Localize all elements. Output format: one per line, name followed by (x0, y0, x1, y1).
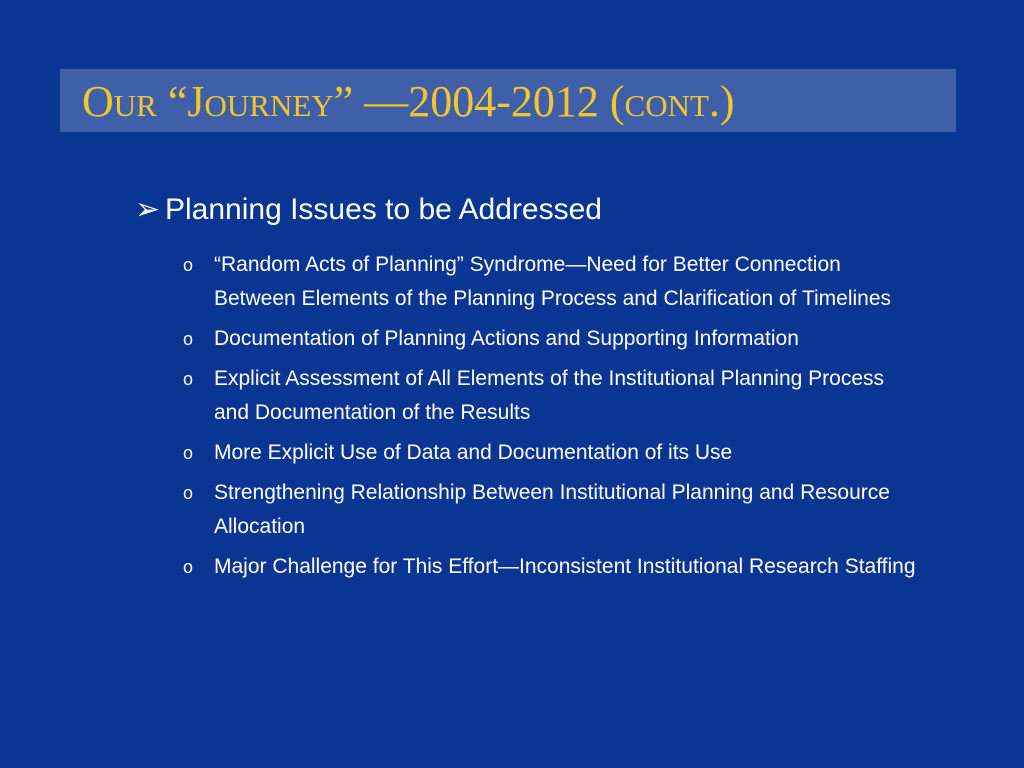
title-part-5: cont. (624, 77, 720, 126)
title-part-1: Our (82, 77, 157, 126)
list-item-text: Major Challenge for This Effort—Inconsistent Institutional Research Staffing (214, 555, 916, 578)
list-item-text: More Explicit Use of Data and Documentation of its Use (214, 441, 733, 464)
list-item (183, 550, 923, 584)
list-item-text: Documentation of Planning Actions and Supporting Information (214, 327, 799, 350)
list-item-text: Explicit Assessment of All Elements of the Institutional Planning Process and Documentation of the Results (214, 367, 885, 424)
slide-title (82, 74, 735, 130)
issues-list (183, 248, 923, 590)
section-heading (135, 190, 602, 230)
arrow-bullet-icon: ➢ (135, 193, 161, 226)
section-heading-text: Planning Issues to be Addressed (165, 193, 602, 226)
circle-bullet-icon: o (183, 557, 194, 577)
title-part-6: ) (719, 77, 735, 126)
list-item (183, 362, 923, 430)
circle-bullet-icon: o (183, 329, 194, 349)
list-item (183, 248, 923, 316)
title-part-3: Journey (187, 77, 334, 126)
list-item-text: Strengthening Relationship Between Institutional Planning and Resource Allocation (214, 481, 890, 538)
circle-bullet-icon: o (183, 483, 194, 503)
title-part-4: ” —2004-2012 ( (333, 77, 625, 126)
list-item (183, 322, 923, 356)
title-part-2: “ (156, 77, 188, 126)
list-item (183, 476, 923, 544)
circle-bullet-icon: o (183, 443, 194, 463)
circle-bullet-icon: o (183, 255, 194, 275)
circle-bullet-icon: o (183, 369, 194, 389)
list-item-text: “Random Acts of Planning” Syndrome—Need for Better Connection Between Elements of the Planning Process and Clarification of Timelines (214, 253, 892, 310)
list-item (183, 436, 923, 470)
